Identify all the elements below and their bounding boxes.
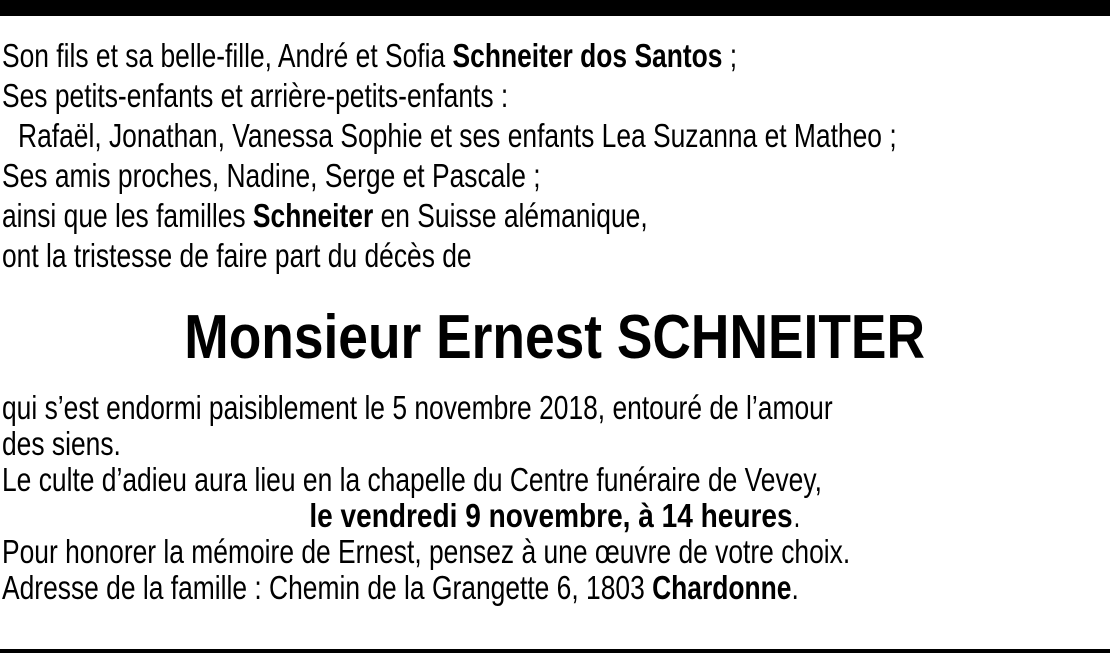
family-line-announcement: ont la tristesse de faire part du décès de <box>2 237 472 274</box>
family-address-end: . <box>791 569 799 606</box>
top-border-rule <box>0 0 1110 16</box>
details-line-address <box>2 570 887 606</box>
family-line-grandchildren: Ses petits-enfants et arrière-petits-enfants : <box>2 77 509 114</box>
funeral-details <box>2 390 1108 606</box>
family-line-families-text: ainsi que les familles <box>2 197 253 234</box>
family-town-bold: Chardonne <box>652 569 792 606</box>
family-line-grandchildren-names: Rafaël, Jonathan, Vanessa Sophie et ses enfants Lea Suzanna et Matheo ; <box>18 117 897 154</box>
family-announcement <box>2 36 1108 276</box>
details-line-passed: qui s’est endormi paisiblement le 5 novembre 2018, entouré de l’amour <box>2 389 833 426</box>
family-line-son <box>2 36 887 76</box>
family-name-bold: Schneiter dos Santos <box>452 37 723 74</box>
family-line-friends: Ses amis proches, Nadine, Serge et Pascale ; <box>2 157 541 194</box>
bottom-border-rule <box>0 649 1110 653</box>
ceremony-date-bold: le vendredi 9 novembre, à 14 heures <box>309 497 793 534</box>
family-line-families <box>2 196 887 236</box>
details-line-loved-ones: des siens. <box>2 425 121 462</box>
family-line-son-end: ; <box>722 37 738 74</box>
deceased-name-heading <box>0 298 1110 378</box>
family-line-son-text: Son fils et sa belle-fille, André et Sofia <box>2 37 453 74</box>
family-surname-bold: Schneiter <box>252 197 374 234</box>
deceased-name: Monsieur Ernest SCHNEITER <box>184 303 926 372</box>
family-line-families-end: en Suisse alémanique, <box>373 197 648 234</box>
ceremony-date-end: . <box>793 497 800 534</box>
details-line-date <box>2 498 1108 534</box>
details-line-ceremony: Le culte d’adieu aura lieu en la chapelle du Centre funéraire de Vevey, <box>2 461 822 498</box>
details-line-memory: Pour honorer la mémoire de Ernest, pensez à une œuvre de votre choix. <box>2 533 851 570</box>
family-address-text: Adresse de la famille : Chemin de la Grangette 6, 1803 <box>2 569 653 606</box>
